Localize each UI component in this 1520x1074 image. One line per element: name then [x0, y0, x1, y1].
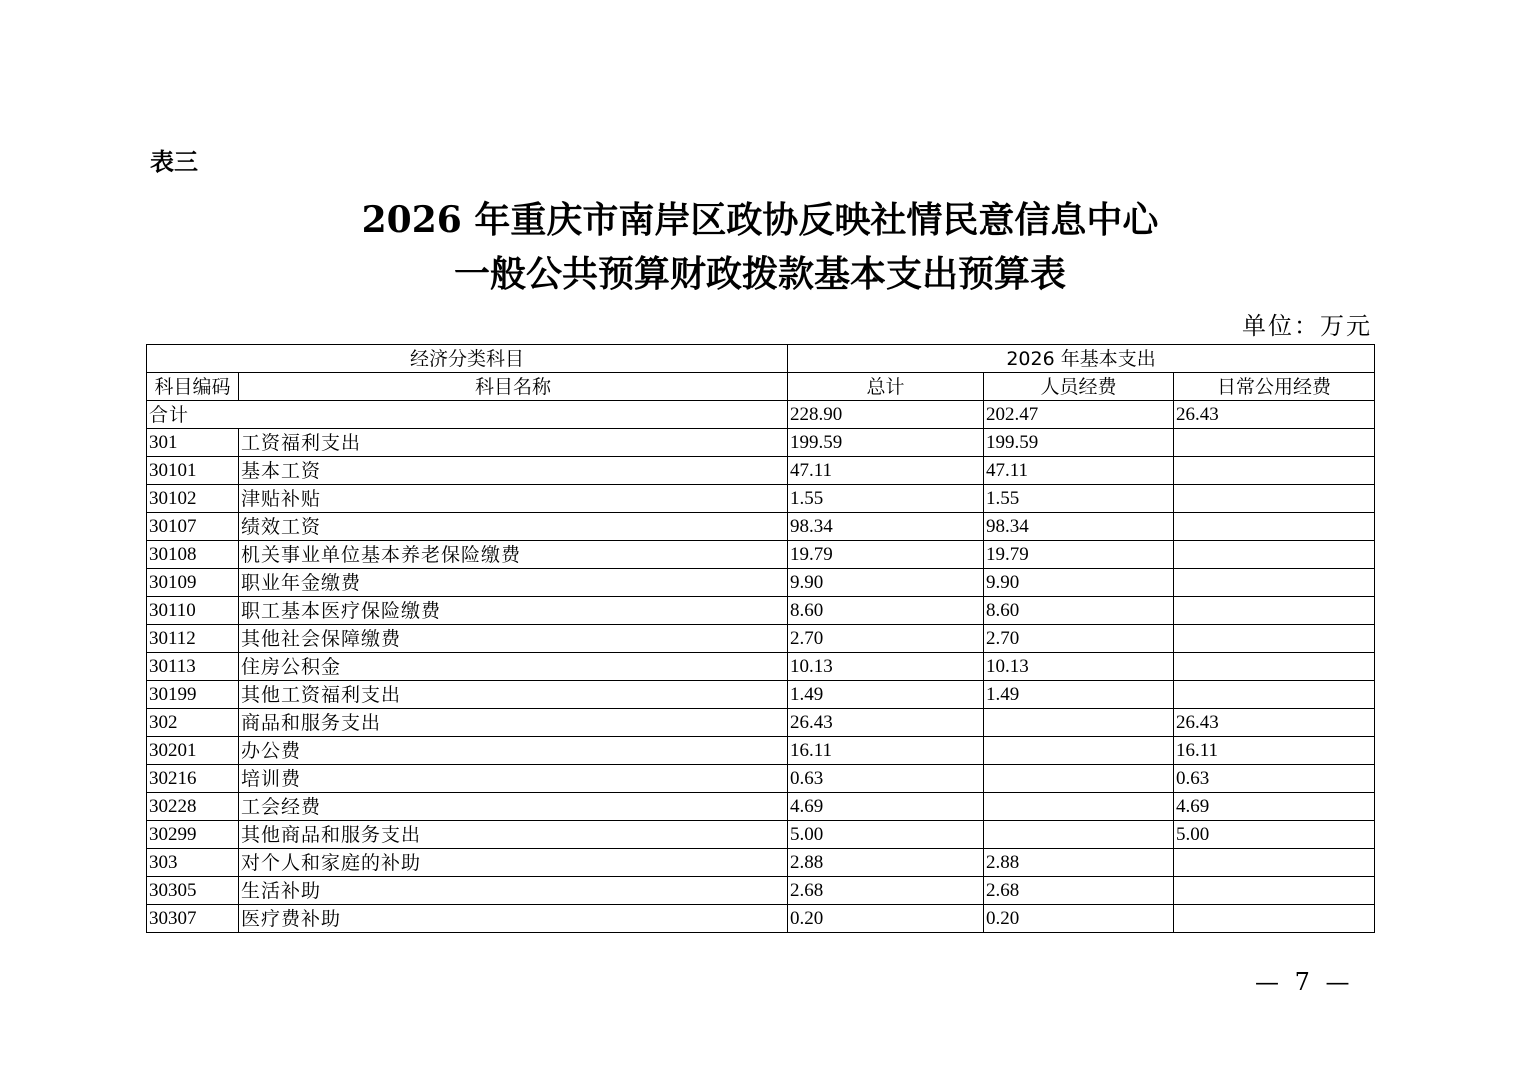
row-public [1174, 485, 1375, 513]
row-personnel: 19.79 [984, 541, 1174, 569]
table-row [147, 765, 1375, 793]
page-number: — 7 — [1255, 968, 1354, 996]
row-public: 4.69 [1174, 793, 1375, 821]
row-personnel [984, 737, 1174, 765]
row-personnel [984, 821, 1174, 849]
row-name: 基本工资 [239, 457, 788, 485]
row-public: 16.11 [1174, 737, 1375, 765]
table-row [147, 905, 1375, 933]
row-personnel [984, 793, 1174, 821]
unit-label: 单位：万元 [1242, 312, 1372, 340]
row-name: 绩效工资 [239, 513, 788, 541]
row-public [1174, 513, 1375, 541]
header-personnel: 人员经费 [984, 373, 1174, 401]
row-personnel: 199.59 [984, 429, 1174, 457]
row-name: 职工基本医疗保险缴费 [239, 597, 788, 625]
row-total: 5.00 [788, 821, 984, 849]
table-row [147, 737, 1375, 765]
row-name: 医疗费补助 [239, 905, 788, 933]
row-code: 302 [147, 709, 239, 737]
row-personnel: 98.34 [984, 513, 1174, 541]
row-total: 26.43 [788, 709, 984, 737]
row-code: 30112 [147, 625, 239, 653]
row-code: 30102 [147, 485, 239, 513]
row-total: 16.11 [788, 737, 984, 765]
document-title-line-1: 2026 年重庆市南岸区政协反映社情民意信息中心 [361, 199, 1159, 241]
row-total: 2.70 [788, 625, 984, 653]
row-name: 对个人和家庭的补助 [239, 849, 788, 877]
row-personnel: 1.55 [984, 485, 1174, 513]
row-code: 30107 [147, 513, 239, 541]
row-personnel: 0.20 [984, 905, 1174, 933]
table-row [147, 653, 1375, 681]
row-code: 30113 [147, 653, 239, 681]
row-personnel [984, 709, 1174, 737]
table-row [147, 625, 1375, 653]
row-total: 10.13 [788, 653, 984, 681]
row-name: 商品和服务支出 [239, 709, 788, 737]
row-total: 9.90 [788, 569, 984, 597]
row-public [1174, 597, 1375, 625]
table-row [147, 597, 1375, 625]
row-public [1174, 905, 1375, 933]
row-public [1174, 457, 1375, 485]
row-public [1174, 877, 1375, 905]
row-personnel: 47.11 [984, 457, 1174, 485]
table-row [147, 457, 1375, 485]
row-total: 199.59 [788, 429, 984, 457]
row-name: 其他商品和服务支出 [239, 821, 788, 849]
row-total: 19.79 [788, 541, 984, 569]
header-group-row [147, 345, 1375, 373]
header-name: 科目名称 [239, 373, 788, 401]
row-personnel: 2.88 [984, 849, 1174, 877]
row-name: 其他工资福利支出 [239, 681, 788, 709]
total-label: 合计 [147, 401, 788, 429]
row-personnel: 8.60 [984, 597, 1174, 625]
header-basic-expenditure: 2026 年基本支出 [788, 345, 1375, 373]
row-code: 30199 [147, 681, 239, 709]
row-code: 301 [147, 429, 239, 457]
header-total: 总计 [788, 373, 984, 401]
row-code: 30299 [147, 821, 239, 849]
total-personnel: 202.47 [984, 401, 1174, 429]
row-code: 30307 [147, 905, 239, 933]
total-public: 26.43 [1174, 401, 1375, 429]
row-code: 30110 [147, 597, 239, 625]
total-total: 228.90 [788, 401, 984, 429]
row-name: 办公费 [239, 737, 788, 765]
table-row [147, 877, 1375, 905]
table-row [147, 709, 1375, 737]
row-name: 培训费 [239, 765, 788, 793]
total-row [147, 401, 1375, 429]
table-row [147, 569, 1375, 597]
row-personnel: 2.70 [984, 625, 1174, 653]
table-row [147, 513, 1375, 541]
row-total: 4.69 [788, 793, 984, 821]
row-name: 职业年金缴费 [239, 569, 788, 597]
row-personnel: 10.13 [984, 653, 1174, 681]
table-row [147, 821, 1375, 849]
row-code: 30305 [147, 877, 239, 905]
row-total: 1.49 [788, 681, 984, 709]
row-name: 机关事业单位基本养老保险缴费 [239, 541, 788, 569]
row-total: 2.88 [788, 849, 984, 877]
row-public [1174, 569, 1375, 597]
row-total: 0.63 [788, 765, 984, 793]
table-row [147, 541, 1375, 569]
document-title-line-2: 一般公共预算财政拨款基本支出预算表 [453, 253, 1066, 295]
row-public [1174, 849, 1375, 877]
row-code: 30201 [147, 737, 239, 765]
row-name: 津贴补贴 [239, 485, 788, 513]
row-public: 26.43 [1174, 709, 1375, 737]
row-personnel: 2.68 [984, 877, 1174, 905]
row-public: 5.00 [1174, 821, 1375, 849]
row-total: 47.11 [788, 457, 984, 485]
row-name: 工会经费 [239, 793, 788, 821]
header-public: 日常公用经费 [1174, 373, 1375, 401]
row-code: 30108 [147, 541, 239, 569]
row-code: 30101 [147, 457, 239, 485]
table-row [147, 681, 1375, 709]
row-name: 住房公积金 [239, 653, 788, 681]
row-code: 303 [147, 849, 239, 877]
table-row [147, 793, 1375, 821]
table-row [147, 849, 1375, 877]
row-code: 30109 [147, 569, 239, 597]
row-code: 30228 [147, 793, 239, 821]
table-label: 表三 [150, 148, 198, 176]
row-personnel: 9.90 [984, 569, 1174, 597]
header-economic-category: 经济分类科目 [147, 345, 788, 373]
row-personnel [984, 765, 1174, 793]
row-public [1174, 541, 1375, 569]
table-row [147, 485, 1375, 513]
header-column-row [147, 373, 1375, 401]
header-code: 科目编码 [147, 373, 239, 401]
row-name: 生活补助 [239, 877, 788, 905]
row-code: 30216 [147, 765, 239, 793]
row-total: 0.20 [788, 905, 984, 933]
row-personnel: 1.49 [984, 681, 1174, 709]
row-total: 98.34 [788, 513, 984, 541]
row-total: 2.68 [788, 877, 984, 905]
row-public [1174, 681, 1375, 709]
row-public: 0.63 [1174, 765, 1375, 793]
table-row [147, 429, 1375, 457]
row-public [1174, 429, 1375, 457]
row-total: 8.60 [788, 597, 984, 625]
budget-table [146, 344, 1375, 933]
row-total: 1.55 [788, 485, 984, 513]
row-name: 工资福利支出 [239, 429, 788, 457]
row-name: 其他社会保障缴费 [239, 625, 788, 653]
row-public [1174, 653, 1375, 681]
row-public [1174, 625, 1375, 653]
